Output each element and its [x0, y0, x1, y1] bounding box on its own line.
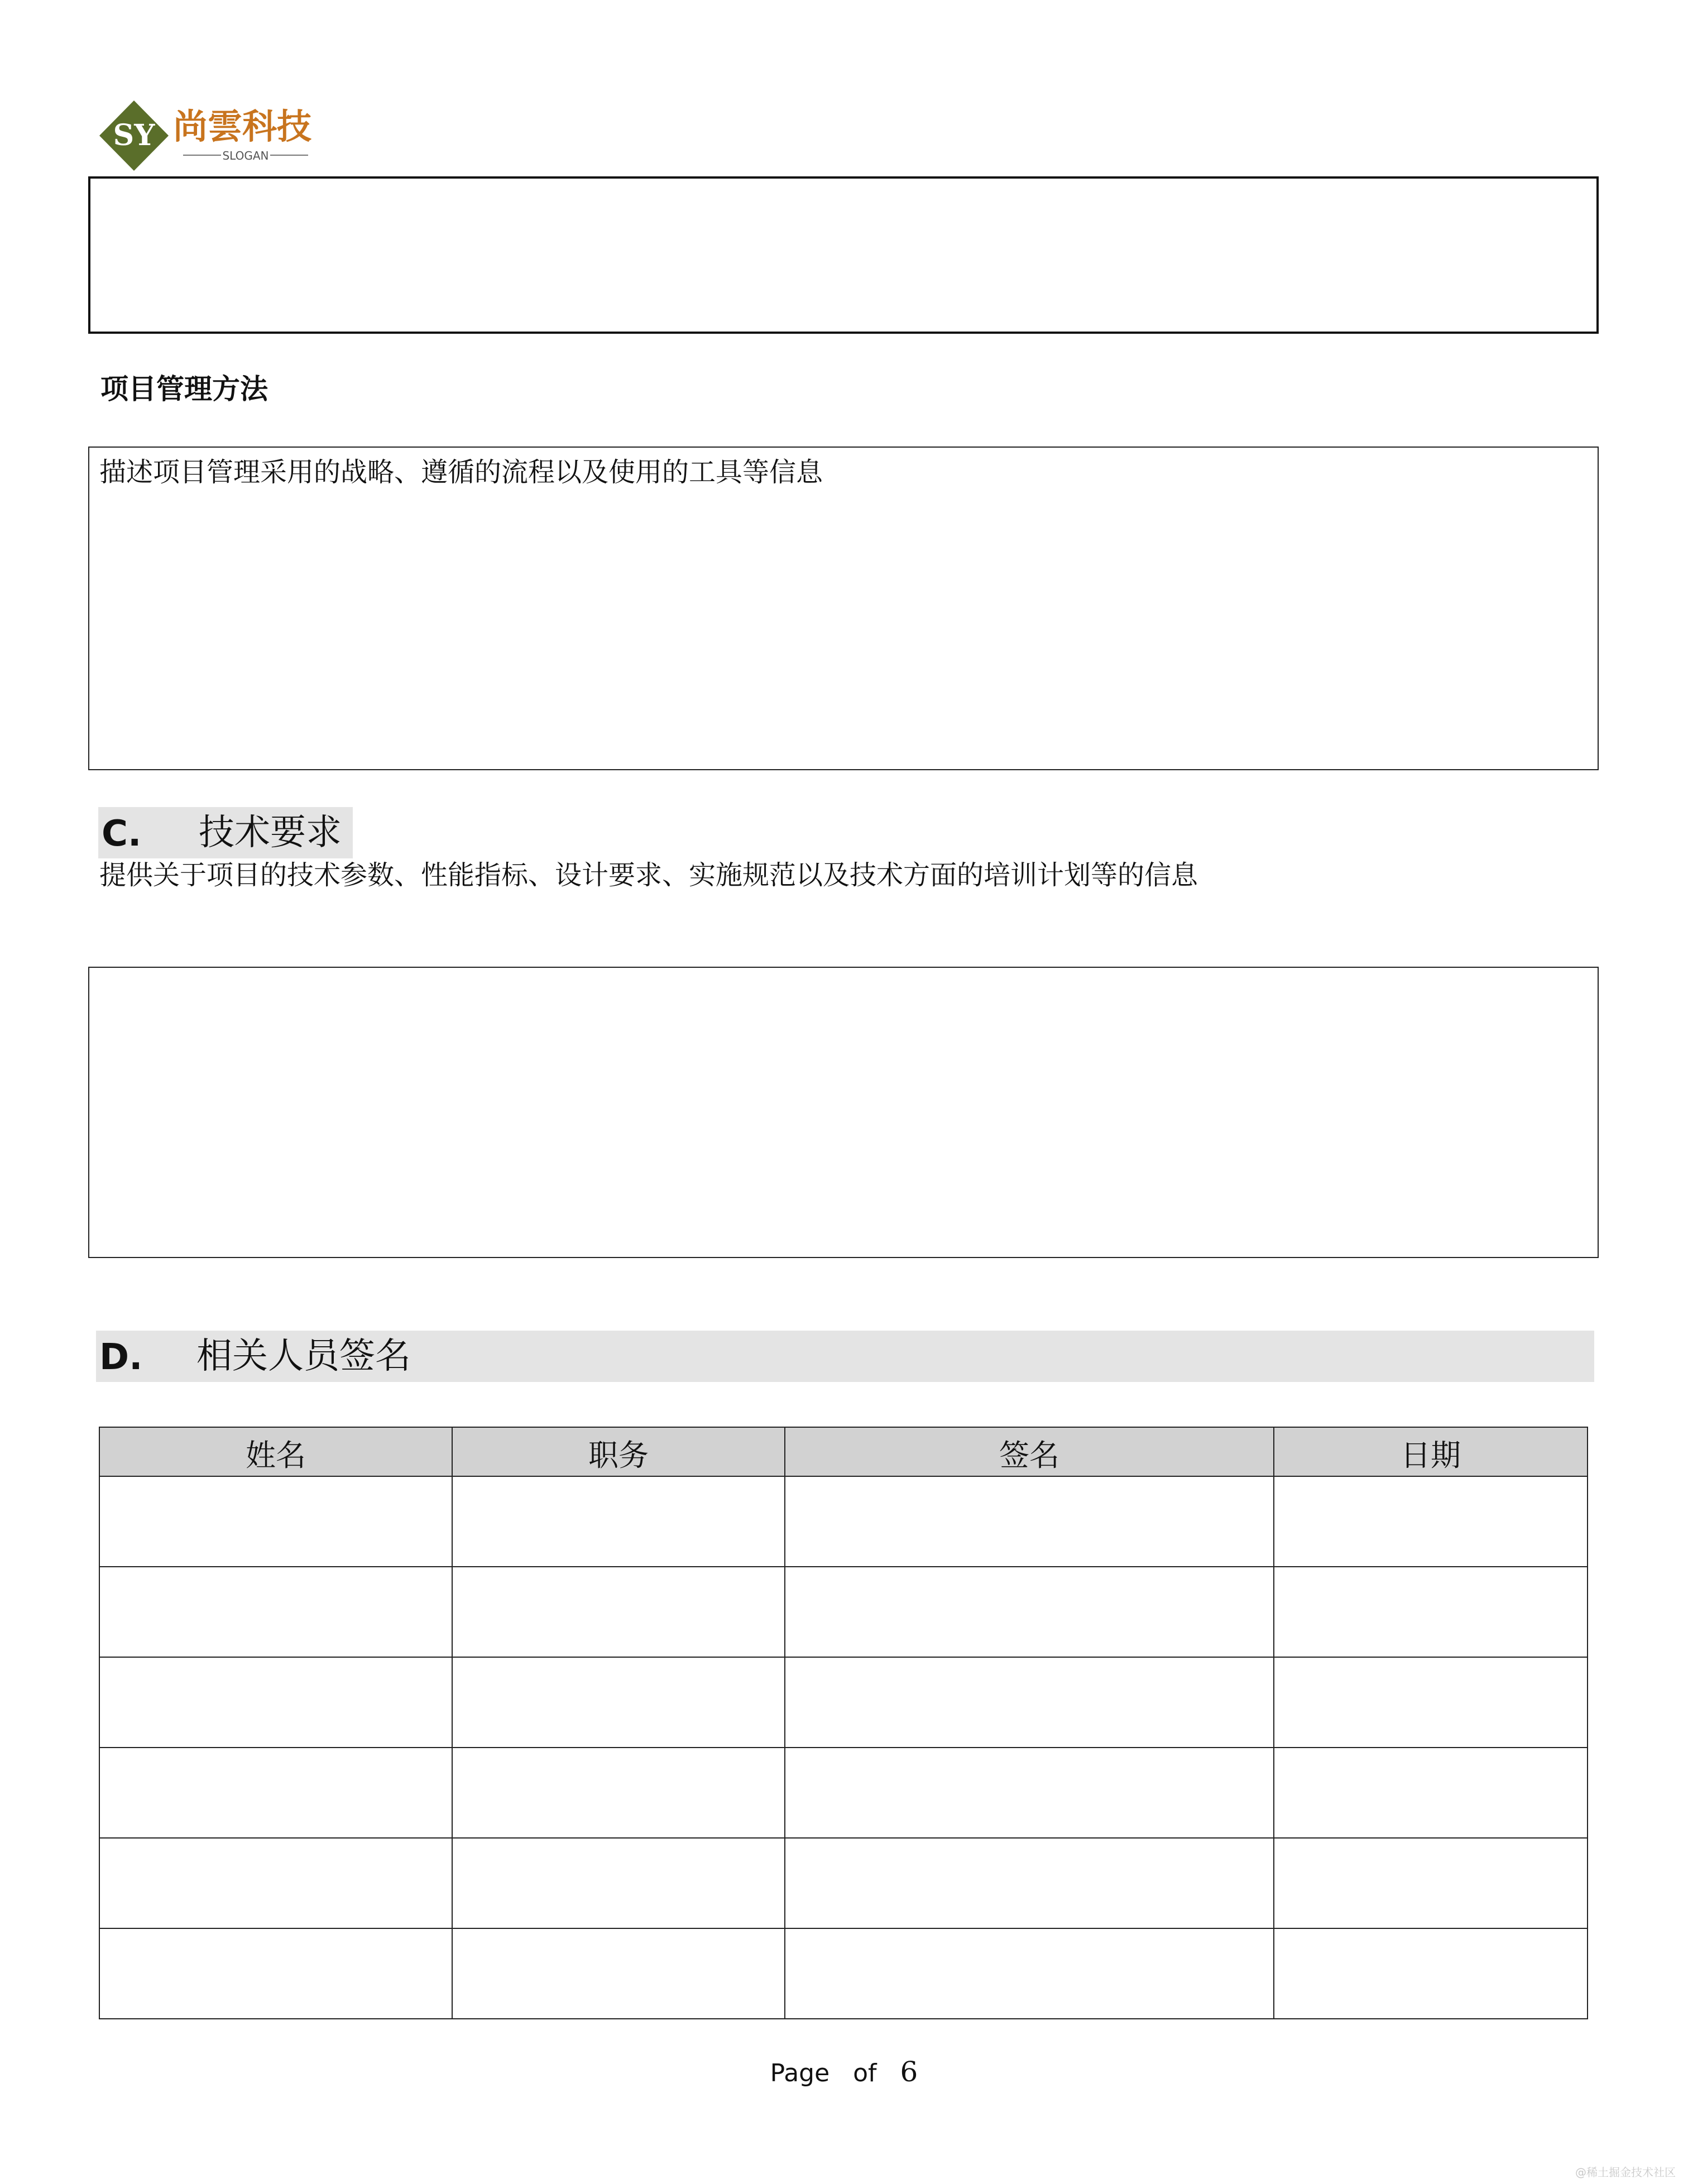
- signature-cell[interactable]: [785, 1928, 1274, 2019]
- date-cell[interactable]: [1274, 1567, 1588, 1657]
- total-pages: 6: [900, 2056, 918, 2088]
- logo-mark-icon: [99, 99, 334, 172]
- column-header-signature: 签名: [785, 1427, 1274, 1476]
- table-row: [99, 1476, 1588, 1567]
- method-heading: 项目管理方法: [100, 372, 268, 405]
- section-c-heading: [98, 807, 353, 858]
- table-row: [99, 1657, 1588, 1748]
- watermark-text: @稀土掘金技术社区: [1575, 2166, 1676, 2179]
- position-cell[interactable]: [452, 1748, 785, 1838]
- position-cell[interactable]: [452, 1928, 785, 2019]
- table-row: [99, 1838, 1588, 1928]
- date-cell[interactable]: [1274, 1748, 1588, 1838]
- signature-cell[interactable]: [785, 1567, 1274, 1657]
- position-cell[interactable]: [452, 1476, 785, 1567]
- position-cell[interactable]: [452, 1657, 785, 1748]
- date-cell[interactable]: [1274, 1476, 1588, 1567]
- svg-text:SLOGAN: SLOGAN: [222, 149, 269, 162]
- section-d-letter: D.: [99, 1337, 143, 1378]
- section-c-description: 提供关于项目的技术参数、性能指标、设计要求、实施规范以及技术方面的培训计划等的信息: [99, 860, 1198, 891]
- column-header-name: 姓名: [99, 1427, 452, 1476]
- table-row: [99, 1928, 1588, 2019]
- section-d-title: 相关人员签名: [196, 1336, 411, 1377]
- of-word: of: [853, 2059, 877, 2087]
- table-row: [99, 1748, 1588, 1838]
- column-header-date: 日期: [1274, 1427, 1588, 1476]
- column-header-position: 职务: [452, 1427, 785, 1476]
- company-logo: [99, 99, 334, 172]
- table-row: [99, 1567, 1588, 1657]
- position-cell[interactable]: [452, 1567, 785, 1657]
- signature-table: [99, 1427, 1588, 2019]
- name-cell[interactable]: [99, 1476, 452, 1567]
- signature-cell[interactable]: [785, 1748, 1274, 1838]
- svg-text:SY: SY: [113, 118, 155, 152]
- name-cell[interactable]: [99, 1657, 452, 1748]
- method-text-box[interactable]: [88, 447, 1599, 770]
- name-cell[interactable]: [99, 1838, 452, 1928]
- date-cell[interactable]: [1274, 1838, 1588, 1928]
- page-word: Page: [770, 2059, 830, 2087]
- table-header-row: [99, 1427, 1588, 1476]
- date-cell[interactable]: [1274, 1928, 1588, 2019]
- signature-cell[interactable]: [785, 1476, 1274, 1567]
- section-d-heading: [96, 1331, 1594, 1382]
- name-cell[interactable]: [99, 1567, 452, 1657]
- svg-text:尚雲科技: 尚雲科技: [173, 106, 312, 147]
- section-c-letter: C.: [102, 813, 142, 855]
- signature-cell[interactable]: [785, 1657, 1274, 1748]
- page-footer: [0, 2055, 1688, 2090]
- name-cell[interactable]: [99, 1748, 452, 1838]
- signature-cell[interactable]: [785, 1838, 1274, 1928]
- tech-requirements-box[interactable]: [88, 967, 1599, 1258]
- name-cell[interactable]: [99, 1928, 452, 2019]
- method-placeholder: 描述项目管理采用的战略、遵循的流程以及使用的工具等信息: [99, 457, 823, 488]
- date-cell[interactable]: [1274, 1657, 1588, 1748]
- position-cell[interactable]: [452, 1838, 785, 1928]
- top-content-box[interactable]: [88, 176, 1599, 334]
- section-c-title: 技术要求: [199, 812, 342, 853]
